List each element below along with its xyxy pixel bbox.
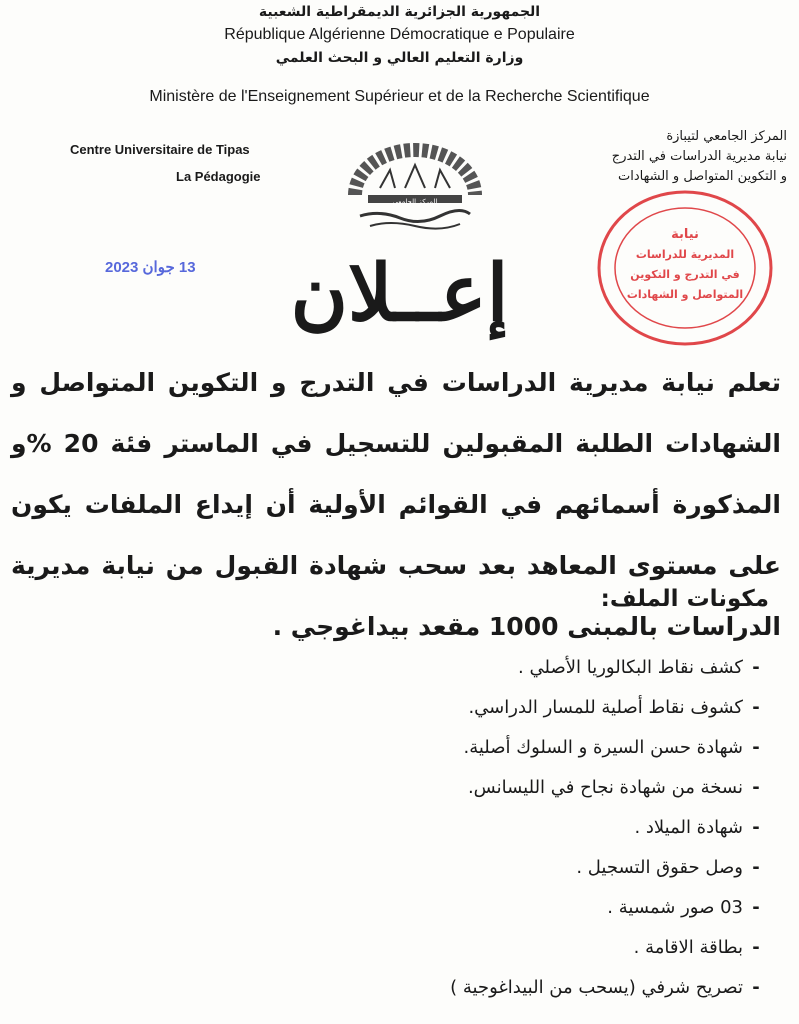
- list-item: - كشف نقاط البكالوريا الأصلي .: [518, 656, 760, 678]
- seal-line-3: في التدرج و التكوين: [630, 268, 740, 281]
- seal-line-4: المتواصل و الشهادات: [626, 288, 744, 301]
- university-logo: [340, 140, 490, 230]
- announcement-body: تعلم نيابة مديرية الدراسات في التدرج و التكوين المتواصل و الشهادات الطلبة المقبولين للتسجيل في الماستر فئة 20 %و المذكورة أسمائهم في القوائم الأولية أن إيداع الملفات يكون على مستوى المعاهد بعد سحب شهادة القبول من نيابة مديرية الدراسات بالمبنى 1000 مقعد بيداغوجي .: [11, 368, 781, 641]
- list-item: - شهادة حسن السيرة و السلوك أصلية.: [463, 736, 760, 758]
- list-item: - 03 صور شمسية .: [607, 896, 760, 918]
- list-item: - بطاقة الاقامة .: [633, 936, 760, 958]
- directorate-line-2: و التكوين المتواصل و الشهادات: [618, 169, 787, 184]
- centre-block-arabic: [517, 127, 787, 187]
- date-stamp: 13 جوان 2023: [105, 259, 196, 276]
- centre-name-arabic: المركز الجامعي لتيبازة: [666, 129, 787, 144]
- logo-caption: المركز الجامعي: [392, 198, 438, 206]
- ministry-arabic: وزارة التعليم العالي و البحث العلمي: [275, 50, 524, 66]
- file-components-heading: مكونات الملف:: [600, 586, 769, 612]
- list-item: - كشوف نقاط أصلية للمسار الدراسي.: [468, 696, 760, 718]
- ministry-french: Ministère de l'Enseignement Supérieur et de la Recherche Scientifique: [149, 88, 650, 105]
- pedagogie-label: La Pédagogie: [176, 169, 261, 184]
- list-item: - شهادة الميلاد .: [634, 816, 760, 838]
- seal-line-2: المديرية للدراسات: [635, 248, 735, 261]
- list-item: - نسخة من شهادة نجاح في الليسانس.: [467, 776, 760, 798]
- seal-line-1: نيابة: [671, 227, 699, 242]
- republic-french: République Algérienne Démocratique e Populaire: [224, 26, 575, 43]
- directorate-line-1: نيابة مديرية الدراسات في التدرج: [611, 149, 787, 164]
- republic-arabic: الجمهورية الجزائرية الديمقراطية الشعبية: [258, 4, 541, 20]
- announcement-title: إعــلان: [290, 248, 509, 339]
- centre-name-french: Centre Universitaire de Tipas: [70, 142, 250, 157]
- file-components-list: [269, 647, 769, 1007]
- list-item: - تصريح شرفي (يسحب من البيداغوجية ): [450, 976, 760, 998]
- centre-block-french: [70, 142, 261, 184]
- list-item: - وصل حقوق التسجيل .: [576, 856, 760, 878]
